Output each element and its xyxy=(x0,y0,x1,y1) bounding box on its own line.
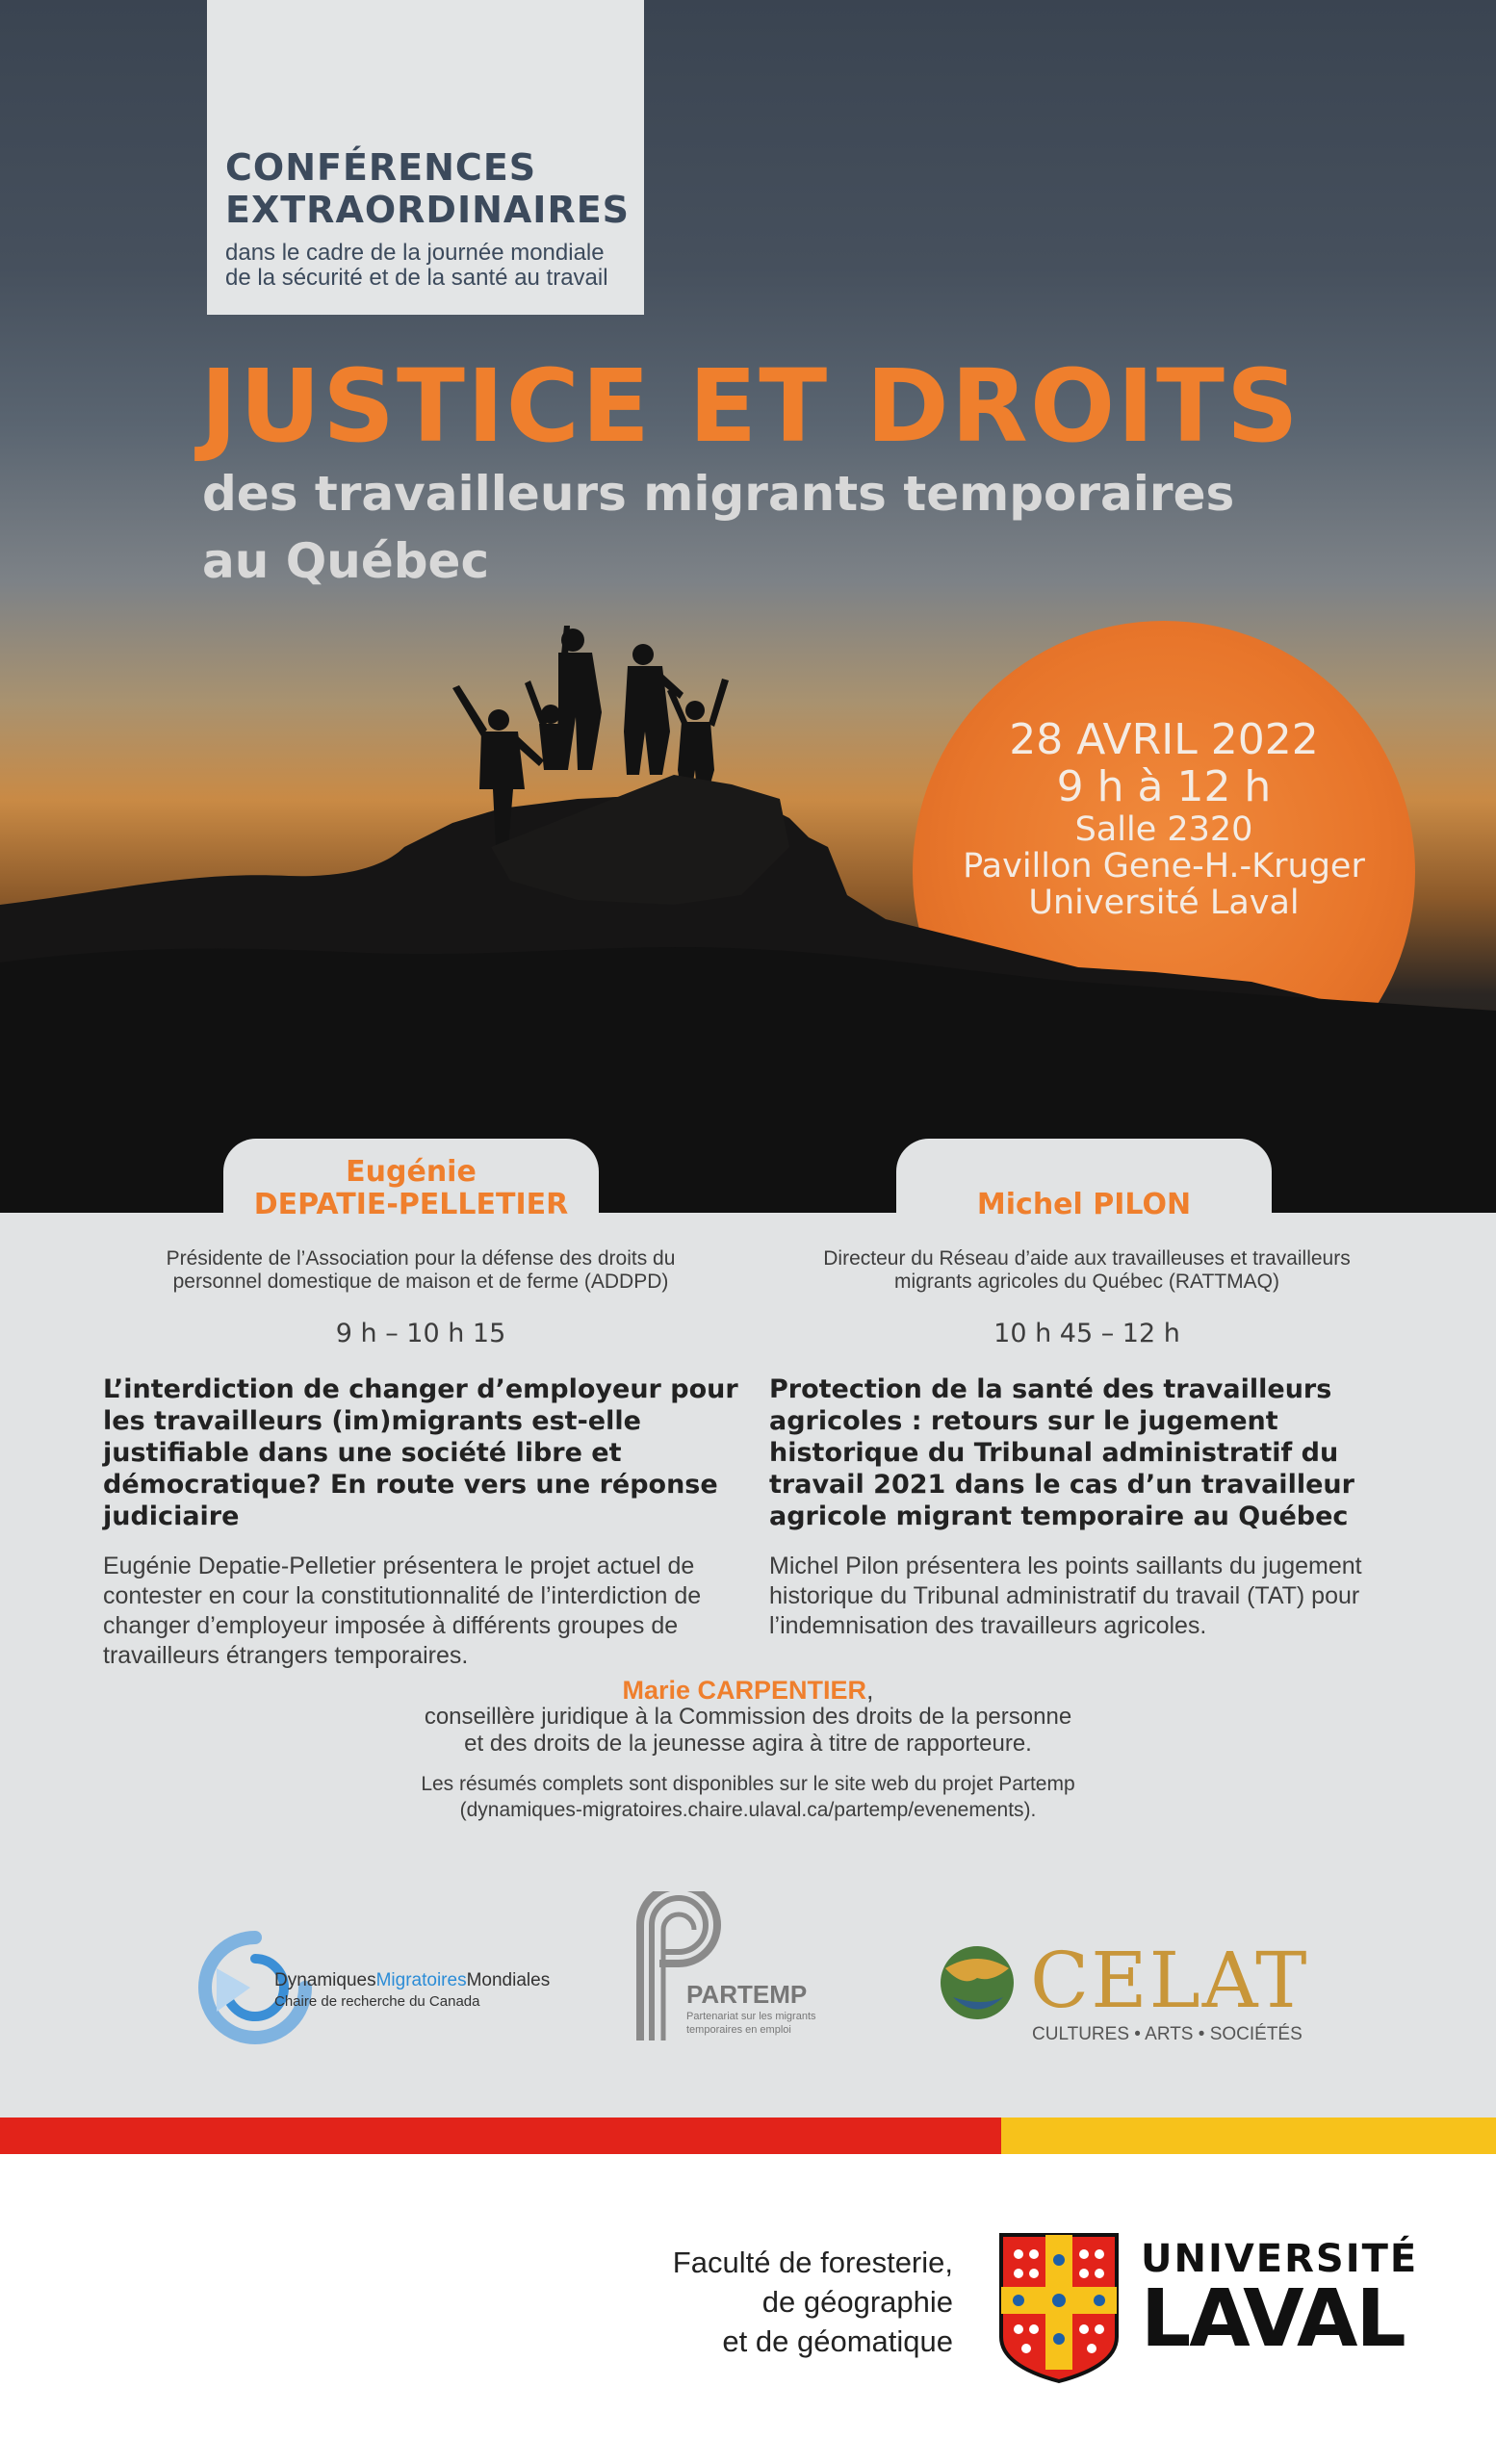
speaker-2-role xyxy=(769,1247,1405,1294)
footer-stripe-red xyxy=(0,2118,1001,2154)
speaker-1-time: 9 h – 10 h 15 xyxy=(335,1319,506,1348)
event-room: Salle 2320 xyxy=(1074,810,1253,849)
speaker-1-first-name: Eugénie xyxy=(346,1155,477,1189)
celat-name: CELAT xyxy=(1030,1936,1309,2025)
speaker-1-role-line2: personnel domestique de maison et de ferme (ADDPD) xyxy=(172,1270,669,1293)
resume-link[interactable]: (dynamiques-migratoires.chaire.ulaval.ca/partemp/evenements). xyxy=(459,1799,1037,1821)
rapporteur-block: Marie CARPENTIER, conseillère juridique à la Commission des droits de la personne et des droits de la jeunesse agira à titre de rapporteure. Les résumés complets sont disponibles sur le site web du projet Partemp (dynamiques-migratoires.chaire.ulaval.ca/partemp/evenements). xyxy=(289,1677,1207,1823)
faculty-line1: Faculté de foresterie, xyxy=(672,2246,953,2279)
university-bottom: LAVAL xyxy=(1141,2273,1405,2365)
rapporteur-line2: et des droits de la jeunesse agira à titre de rapporteure. xyxy=(464,1731,1032,1757)
speaker-2-column xyxy=(769,1247,1405,1641)
speaker-2-talk-description: Michel Pilon présentera les points saillants du jugement historique du Tribunal administratif du travail (TAT) pour l’indemnisation des travailleurs agricoles. xyxy=(769,1553,1362,1639)
hero-banner xyxy=(0,0,1496,1213)
university-top: UNIVERSITÉ xyxy=(1141,2237,1419,2281)
event-details xyxy=(913,717,1415,921)
logo-celat xyxy=(924,1936,1309,2045)
speaker-1-last-name: DEPATIE-PELLETIER xyxy=(253,1188,569,1221)
speaker-2-time: 10 h 45 – 12 h xyxy=(993,1319,1180,1348)
celat-globe-icon xyxy=(924,1939,1030,2026)
rapporteur-line1: conseillère juridique à la Commission des droits de la personne xyxy=(424,1704,1072,1730)
conference-title-line2: EXTRAORDINAIRES xyxy=(225,189,631,231)
page-subtitle xyxy=(202,460,1357,595)
conference-subtitle-line1: dans le cadre de la journée mondiale xyxy=(225,240,605,266)
logo-partemp xyxy=(631,1891,862,2045)
conference-subtitle-line2: de la sécurité et de la santé au travail xyxy=(225,265,608,291)
dm-logo-part2: Migratoires xyxy=(375,1970,467,1990)
speaker-1-role xyxy=(103,1247,738,1294)
speaker-tab-1 xyxy=(223,1139,599,1221)
footer-stripe-yellow xyxy=(1001,2118,1496,2154)
speaker-tab-2 xyxy=(896,1139,1272,1221)
speaker-1-talk-title: L’interdiction de changer d’employeur pour les travailleurs (im)migrants est-elle justifiable dans une société libre et démocratique? En route vers une réponse judiciaire xyxy=(103,1374,738,1531)
university-crest-icon xyxy=(997,2231,1121,2385)
celat-sub: CULTURES • ARTS • SOCIÉTÉS xyxy=(1032,2024,1303,2044)
speaker-1-column xyxy=(103,1247,738,1671)
partemp-sub1: Partenariat sur les migrants xyxy=(686,2011,816,2022)
faculty-line3: et de géomatique xyxy=(722,2324,953,2358)
resume-line1: Les résumés complets sont disponibles sur le site web du projet Partemp xyxy=(421,1773,1075,1795)
event-university: Université Laval xyxy=(1028,884,1300,922)
conference-title xyxy=(225,146,630,231)
speaker-2-role-line2: migrants agricoles du Québec (RATTMAQ) xyxy=(894,1270,1279,1293)
faculty-line2: de géographie xyxy=(761,2285,953,2319)
partemp-p-icon xyxy=(631,1891,736,2045)
speaker-2-name: Michel PILON xyxy=(976,1188,1192,1221)
dm-logo-part3: Mondiales xyxy=(466,1970,551,1990)
speaker-1-talk-description: Eugénie Depatie-Pelletier présentera le projet actuel de contester en cour la constitutionnalité de l’interdiction de changer d’employeur imposée à différents groupes de travailleurs étrangers temporaires. xyxy=(103,1553,702,1669)
event-time: 9 h à 12 h xyxy=(1056,762,1272,811)
faculty-name xyxy=(539,2243,953,2361)
dm-logo-part1: Dynamiques xyxy=(274,1970,376,1990)
conference-title-line1: CONFÉRENCES xyxy=(225,146,537,189)
logo-dynamiques-migratoires xyxy=(197,1930,573,2045)
conference-subtitle xyxy=(225,241,639,291)
partemp-name: PARTEMP xyxy=(686,1980,808,2009)
event-date: 28 AVRIL 2022 xyxy=(1009,715,1319,764)
dm-logo-sub: Chaire de recherche du Canada xyxy=(274,1993,480,2010)
page-subtitle-line2: au Québec xyxy=(202,533,490,589)
page-title: JUSTICE ET DROITS xyxy=(200,347,1301,465)
page-subtitle-line1: des travailleurs migrants temporaires xyxy=(202,466,1235,522)
speaker-1-role-line1: Présidente de l’Association pour la défense des droits du xyxy=(166,1247,676,1270)
rapporteur-name: Marie CARPENTIER xyxy=(622,1676,867,1705)
event-building: Pavillon Gene-H.-Kruger xyxy=(963,847,1365,886)
partemp-sub2: temporaires en emploi xyxy=(686,2024,791,2036)
university-logo-text xyxy=(1141,2237,1419,2365)
speaker-2-role-line1: Directeur du Réseau d’aide aux travailleuses et travailleurs xyxy=(823,1247,1351,1270)
speaker-2-talk-title: Protection de la santé des travailleurs agricoles : retours sur le jugement historique du Tribunal administratif du travail 2021 dans le cas d’un travailleur agricole migrant temporaire au Québec xyxy=(769,1374,1354,1531)
